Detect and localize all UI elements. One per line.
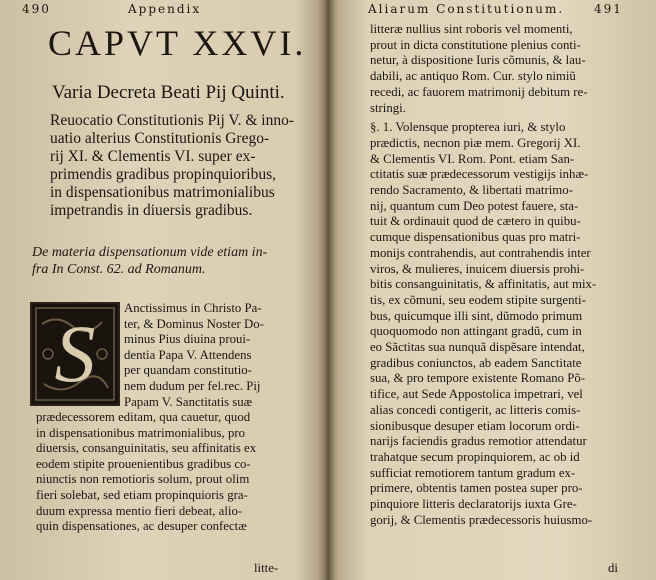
body-text-beside-initial xyxy=(124,301,324,410)
body-line: minus Pius diuina proui- xyxy=(124,332,251,347)
body-line: recedi, ac fauorem matrimonij debitum re- xyxy=(370,84,588,99)
section-line: & Clementis VI. Rom. Pont. etiam San- xyxy=(370,151,575,166)
body-line: per quandam constitutio- xyxy=(124,363,252,378)
section-line: bus, quicumque illi sint, dũmodo primum xyxy=(370,308,583,323)
section-line: sionibusque desuper etiam locorum ordi- xyxy=(370,418,580,433)
summary-line: uatio alterius Constitutionis Grego- xyxy=(50,130,270,147)
right-page xyxy=(332,0,656,580)
section-line: tifice, aut Sede Appostolica impetrari, vel xyxy=(370,387,583,402)
body-text-below-initial xyxy=(36,410,326,535)
section-line: tuit & ordinauit quod de cætero in quibu- xyxy=(370,214,581,229)
body-line: duum expressa mentio fieri debeat, alio- xyxy=(36,503,243,518)
right-page-number: 491 xyxy=(594,2,623,16)
left-page-number: 490 xyxy=(22,2,51,16)
left-running-title: Appendix xyxy=(128,2,202,16)
section-line: viros, & mulieres, inuicem diuersis prohi- xyxy=(370,261,585,276)
section-line: gradibus coniunctos, ab eadem Sanctitate xyxy=(370,355,582,370)
section-line: monijs contrahendis, aut contrahendis inter xyxy=(370,245,591,260)
note-line: De materia dispensationum vide etiam in- xyxy=(32,245,268,260)
section-line: pinquiore litteris declaratorijs iuxta Gre- xyxy=(370,497,577,512)
section-line: rendo Sacramento, & libertati matrimo- xyxy=(370,183,573,198)
section-line: cumque dispensationibus quas pro matri- xyxy=(370,230,581,245)
body-line: dentia Papa V. Attendens xyxy=(124,347,252,362)
body-line: ter, & Dominus Noster Do- xyxy=(124,316,264,331)
summary-line: rij XI. & Clementis VI. super ex- xyxy=(50,148,256,165)
section-line: prædictis, necnon piæ mem. Gregorij XI. xyxy=(370,135,581,150)
body-line: stringi. xyxy=(370,100,406,115)
section-line: §. 1. Volensque propterea iuri, & stylo xyxy=(370,120,566,135)
body-line: prædecessorem editam, qua cauetur, quod xyxy=(36,410,251,424)
body-line: nem dudum per fel.rec. Pij xyxy=(124,378,261,393)
chapter-subtitle: Varia Decreta Beati Pij Quinti. xyxy=(52,82,285,103)
chapter-summary xyxy=(50,112,320,220)
section-line: nij, quantum cum Deo potest fauere, sta- xyxy=(370,198,579,213)
section-line: trahatque secum propinquiorem, ac ob id xyxy=(370,449,580,464)
left-catchword: litte- xyxy=(254,561,279,575)
right-body-text xyxy=(370,22,652,529)
body-line: niunctis non remotioris solum, prout olim xyxy=(36,472,250,487)
chapter-title: CAPVT XXVI. xyxy=(48,23,307,63)
summary-line: in dispensationibus matrimonialibus xyxy=(50,184,275,201)
right-running-title: Aliarum Constitutionum. xyxy=(368,2,565,16)
decorated-initial xyxy=(30,302,120,406)
body-line: dabili, ac antiquo Rom. Cur. stylo nimiũ xyxy=(370,69,576,84)
summary-line: primendis gradibus propinquioribus, xyxy=(50,166,277,183)
section-line: sufficiat remotiorem tantum gradum ex- xyxy=(370,465,576,480)
body-line: Papam V. Sanctitatis suæ xyxy=(124,394,253,409)
body-line: diuersis, consanguinitatis, seu affinitatis ex xyxy=(36,441,257,456)
section-line: quoquomodo non attingant gradũ, cum in xyxy=(370,324,582,339)
body-line: litteræ nullius sint roboris vel momenti, xyxy=(370,22,573,36)
section-line: tis, ex cõmuni, seu eodem stipite surgenti- xyxy=(370,292,586,307)
body-line: in dispensationibus matrimonialibus, pro xyxy=(36,425,245,440)
body-line: fieri solebat, sed etiam propinquioris gra- xyxy=(36,487,248,502)
section-line: primere, obtentis tamen postea super pro- xyxy=(370,481,583,496)
body-line: quin dispensationes, ac desuper confectæ xyxy=(36,519,247,534)
right-catchword: di xyxy=(608,561,618,575)
section-line: ctitatis suæ prædecessorum vestigijs inhæ- xyxy=(370,167,589,182)
left-page xyxy=(0,0,326,580)
body-line: netur, à dispositione Iuris cõmunis, & lau- xyxy=(370,53,586,68)
cross-reference-note xyxy=(32,244,326,278)
summary-line: impetrandis in diuersis gradibus. xyxy=(50,202,253,219)
section-line: alias concedi contigerit, ac litteris comis- xyxy=(370,402,581,417)
body-line: eodem stipite prouenientibus gradibus co- xyxy=(36,456,251,471)
section-line: narijs faciendis gradus remotior attendatur xyxy=(370,434,587,449)
section-line: gorij, & Clementis prædecessoris huiusmo- xyxy=(370,512,593,527)
body-line: Anctissimus in Christo Pa- xyxy=(124,301,262,315)
summary-line: Reuocatio Constitutionis Pij V. & inno- xyxy=(50,112,295,129)
section-line: bitis consanguinitatis, & affinitatis, aut mix- xyxy=(370,277,597,292)
initial-letter: S xyxy=(54,308,96,399)
section-line: sua, & pro tempore existente Romano Põ- xyxy=(370,371,586,386)
body-line: prout in dicta constitutione plenius conti- xyxy=(370,37,581,52)
section-line: eo Sãctitas sua nunquã dispẽsare intendat, xyxy=(370,340,585,355)
note-line: fra In Const. 62. ad Romanum. xyxy=(32,262,206,277)
